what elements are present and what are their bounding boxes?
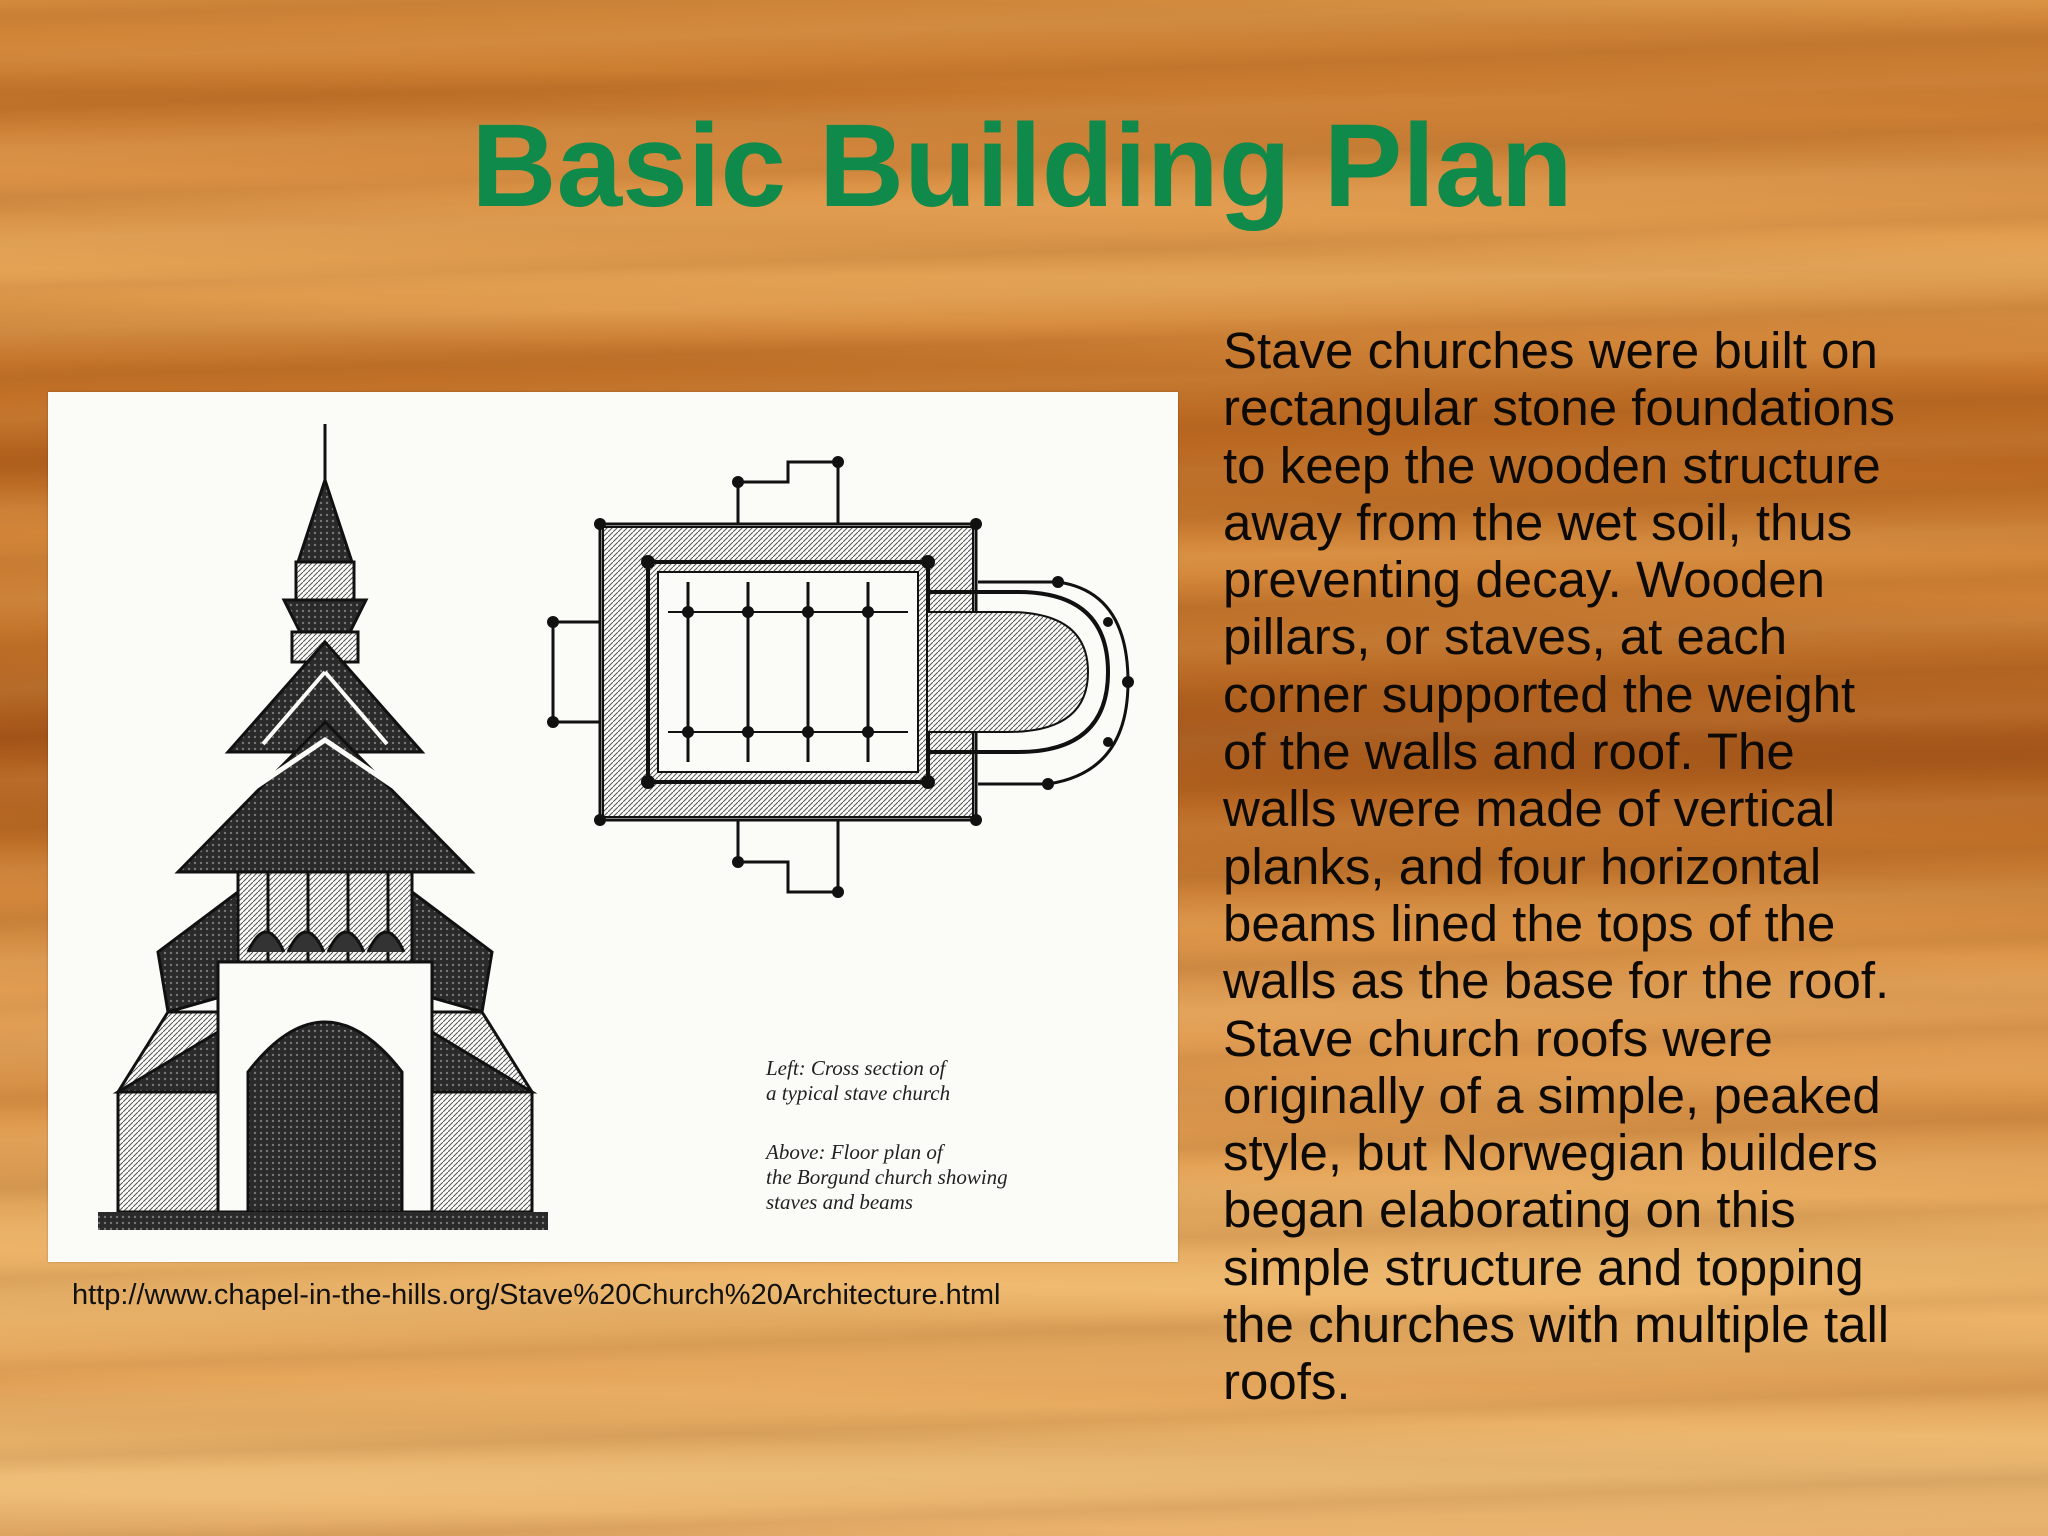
body-line: of the walls and roof. The <box>1223 723 1795 781</box>
stave-church-illustration <box>48 392 1178 1262</box>
body-line: style, but Norwegian builders <box>1223 1124 1878 1182</box>
body-line: simple structure and topping <box>1223 1238 1864 1296</box>
caption-line: staves and beams <box>766 1190 913 1214</box>
caption-line: Left: Cross section of <box>766 1056 946 1080</box>
caption-line: the Borgund church showing <box>766 1165 1008 1189</box>
caption-line: a typical stave church <box>766 1081 951 1105</box>
body-line: rectangular stone foundations <box>1223 379 1895 437</box>
caption-cross-section <box>766 1056 950 1106</box>
body-line: corner supported the weight <box>1223 665 1856 723</box>
body-paragraph <box>1223 322 2023 1411</box>
caption-floor-plan <box>766 1140 1008 1215</box>
body-line: away from the wet soil, thus <box>1223 493 1853 551</box>
body-line: planks, and four horizontal <box>1223 837 1822 895</box>
body-line: walls were made of vertical <box>1223 780 1836 838</box>
church-drawing <box>48 392 1178 1262</box>
source-url: http://www.chapel-in-the-hills.org/Stave%20Church%20Architecture.html <box>72 1279 1001 1311</box>
body-line: Stave church roofs were <box>1223 1009 1773 1067</box>
body-line: walls as the base for the roof. <box>1223 952 1890 1010</box>
body-line: began elaborating on this <box>1223 1181 1796 1239</box>
body-line: roofs. <box>1223 1353 1351 1411</box>
caption-line: Above: Floor plan of <box>766 1140 943 1164</box>
body-line: Stave churches were built on <box>1223 322 1878 379</box>
cross-section-drawing <box>98 424 548 1230</box>
body-line: originally of a simple, peaked <box>1223 1066 1881 1124</box>
body-line: the churches with multiple tall <box>1223 1296 1890 1354</box>
slide-title: Basic Building Plan <box>471 100 1573 232</box>
body-line: beams lined the tops of the <box>1223 894 1836 952</box>
body-line: preventing decay. Wooden <box>1223 551 1826 609</box>
body-line: pillars, or staves, at each <box>1223 608 1788 666</box>
body-line: to keep the wooden structure <box>1223 436 1881 494</box>
floor-plan-drawing <box>547 456 1134 898</box>
